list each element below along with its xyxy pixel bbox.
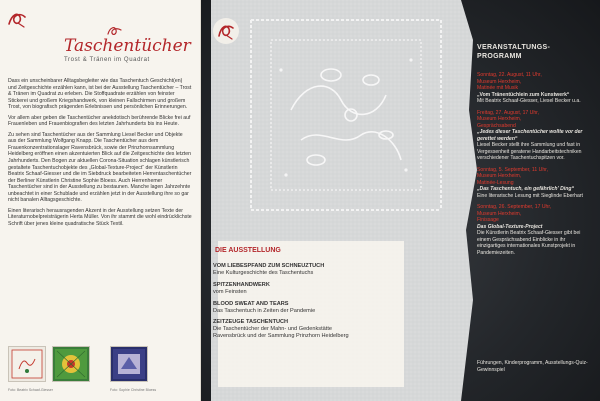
- list-item: SPITZENHANDWERK vom Feinsten: [213, 281, 270, 295]
- exhibition-title: DIE AUSSTELLUNG: [215, 247, 281, 254]
- list-item: ZEITZEUGE TASCHENTUCH Die Taschentücher der Mahn- und Gedenkstätte Ravensbrück und der Sammlung Prinzhorn Heidelberg: [213, 319, 349, 340]
- intro-paragraph: Dass ein unscheinbarer Alltagsbegleiter wie das Taschentuch Geschicht(en) und Zeitgeschichte erzählen kann, ist bei der Ausstellung Taschentücher – Trost & Tränen im Quadrat zu erleben. Die Stoffquadrate erzählen von feinster Stickerei und großem Kriegshandwerk, von kleinen Fallschirmen und großem Trost, von biografisch prägenden Erlebnissen und persönlichen Erinnerungen.: [8, 78, 192, 111]
- brand-logo: [213, 18, 239, 44]
- printed-handkerchief-photo: [110, 346, 148, 382]
- page-subtitle: Trost & Tränen im Quadrat: [64, 57, 150, 63]
- green-handkerchief-photo: [52, 346, 90, 382]
- event-item: Sonntag, 22. August, 11 Uhr, Museum Herxheim, Matinée mit Musik „Vom Tränentüchlein zum Kunstwerk“ Mit Beatrix Schaaf-Giesser, Liesel Becker u.a.: [477, 72, 581, 104]
- intro-paragraph: Vor allem aber geben die Taschentücher anekdotisch berührende Blicke frei auf Frauenleben und Frauenbiografien des letzten Jahrhunderts bis ins Heute.: [8, 114, 191, 128]
- photo-credit: Foto: Sophie Christine Bloess: [110, 388, 157, 392]
- program-footer: Führungen, Kinderprogramm, Ausstellungs-Quiz-Gewinnspiel: [477, 360, 588, 373]
- program-heading: VERANSTALTUNGS- PROGRAMM: [477, 44, 551, 60]
- handkerchief-logo-icon: [213, 18, 239, 44]
- right-page: [201, 0, 600, 401]
- left-page: [0, 0, 201, 401]
- event-item: Sonntag, 5. September, 11 Uhr, Museum Herxheim, Matinée-Lesung „Das Taschentuch, ein gefährlich’ Ding“ Eine literarische Lesung mit Sieglinde Eberhart: [477, 166, 583, 199]
- photo-credit: Foto: Beatrix Schaaf-Giesser: [8, 388, 53, 392]
- list-item: VOM LIEBESPFAND ZUM SCHNEUZTUCH Eine Kulturgeschichte des Taschentuchs: [213, 263, 325, 276]
- exhibition-list: [213, 263, 391, 345]
- event-item: Freitag, 27. August, 17 Uhr, Museum Herxheim, Gesprächsabend „Jedes dieser Taschentücher wollte vor der gerettet werden“ Liesel Becker stellt ihre Sammlung und fast in Vergessenheit geratene Handarbeitstechniken verschiedener Taschentuchspitzen vor.: [477, 109, 583, 161]
- list-item: BLOOD SWEAT AND TEARS Das Taschentuch in Zeiten der Pandemie: [213, 300, 316, 314]
- embroidered-handkerchief-photo: [8, 346, 46, 382]
- intro-paragraph: Zu sehen sind Taschentücher aus der Sammlung Liesel Becker und Objekte aus der Sammlung Wolfgang Knapp. Die Taschentücher aus dem Frauenkonzentrationslager Ravensbrück, sowie der Prinzhornsammlung Heidelberg eröffnen einen akzentuierten Blick auf die Zeitgeschichte des letzten Jahrhunderts. Den Bogen zur aktuellen Corona-Situation schlagen künstlerisch gestaltete Taschentuchobjekte des „Global-Texture-Project“ der Künstlerin Beatrix Schaaf-Giesser und die im Siebdruck bearbeiteten Herrentaschentücher der Berliner Künstlerin Christine Sophie Bloess. Auch Herrenhemer Taschentücher sind in der Ausstellung zu bestaunen. Manche lagen Jahrzehnte unbeachtet in einer Schublade und erzählen jetzt in der Ausstellung ihre so gar nicht banalen Alltagsgeschichte.: [8, 131, 192, 204]
- intro-text: [8, 78, 192, 231]
- intro-paragraph: Einen literarisch herausragenden Akzent in der Ausstellung setzen Texte der Literaturnobelpreisträgerin Herta Müller. Von ihr stammt die wohl eindrücklichste Schrift über jenes kleine quadratische Stück Textil.: [8, 207, 192, 227]
- thumbnail-row: [8, 346, 192, 380]
- event-item: Sonntag, 26. September, 17 Uhr, Museum Herxheim, Finissage Das Global-Texture-Project Die Künstlerin Beatrix Schaaf-Giesser gibt bei einem Gesprächsabend Einblicke in ihr einzigartiges internationales Kunstprojekt in Pandemiezeiten.: [477, 204, 581, 256]
- page-title: Taschentücher: [64, 36, 191, 56]
- program-events: [477, 72, 595, 261]
- handkerchief-logo-icon: [6, 8, 28, 30]
